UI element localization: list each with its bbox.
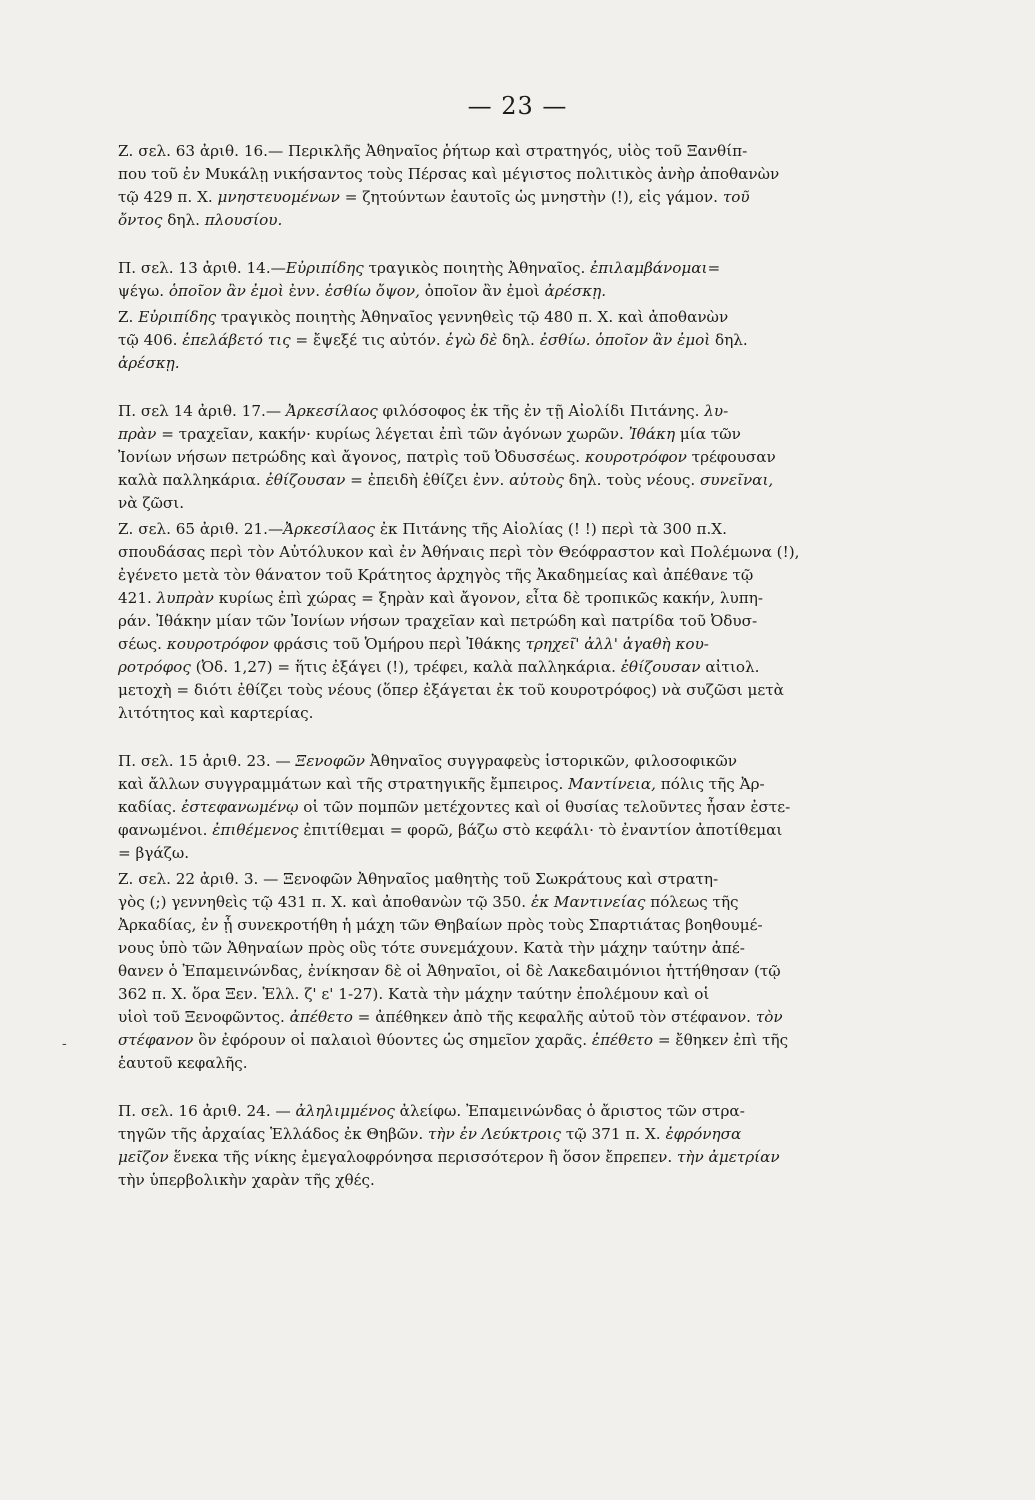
italic-term: ἐστεφανωμένῳ bbox=[181, 798, 299, 816]
entry-z-sel-22 bbox=[118, 868, 923, 1075]
text-run: ράν. Ἰθάκην μίαν τῶν Ἰονίων νήσων τραχεῖαν καὶ πετρώδη καὶ πατρίδα τοῦ Ὀδυσ- bbox=[118, 612, 758, 630]
text-line bbox=[118, 352, 923, 375]
text-line bbox=[118, 1169, 923, 1192]
text-run: (Ὀδ. 1,27) = ἥτις ἐξάγει (!), τρέφει, καλὰ παλληκάρια. bbox=[190, 658, 621, 676]
text-run: λιτότητος καὶ καρτερίας. bbox=[118, 704, 314, 722]
text-run: Ἀρκαδίας, ἐν ᾗ συνεκροτήθη ἡ μάχη τῶν Θηβαίων πρὸς τοὺς Σπαρτιάτας βοηθουμέ- bbox=[118, 916, 763, 934]
text-line bbox=[118, 610, 923, 633]
text-run: καλὰ παλληκάρια. bbox=[118, 471, 266, 489]
text-run: καδίας. bbox=[118, 798, 182, 816]
entry-p-sel-16 bbox=[118, 1100, 923, 1192]
text-line bbox=[118, 564, 923, 587]
text-line bbox=[118, 140, 923, 163]
italic-term: Ἀρκεσίλαος bbox=[285, 402, 378, 420]
text-run: ὃν ἐφόρουν οἱ παλαιοὶ θύοντες ὡς σημεῖον χαρᾶς. bbox=[193, 1031, 592, 1049]
italic-term: ἀρέσκῃ. bbox=[118, 354, 180, 372]
entry-z-euripides bbox=[118, 306, 923, 375]
italic-term: Ἰθάκη bbox=[628, 425, 676, 443]
text-run: αἰτιολ. bbox=[700, 658, 760, 676]
italic-term: Εὐριπίδης bbox=[285, 259, 364, 277]
text-line bbox=[118, 587, 923, 610]
margin-mark: - bbox=[62, 1036, 67, 1052]
text-run: φανωμένοι. bbox=[118, 821, 213, 839]
text-run: 362 π. Χ. ὅρα Ξεν. Ἑλλ. ζ' ε' 1-27). Κατὰ τὴν μάχην ταύτην ἐπολέμουν καὶ οἱ bbox=[118, 985, 710, 1003]
text-run: = ζητούντων ἑαυτοῖς ὡς μνηστὴν (!), εἰς γάμον. bbox=[339, 188, 723, 206]
italic-term: ἐπελάβετό τις bbox=[182, 331, 291, 349]
text-run: νὰ ζῶσι. bbox=[118, 494, 185, 512]
italic-term: στέφανον bbox=[118, 1031, 194, 1049]
entry-z-sel-63 bbox=[118, 140, 923, 232]
text-run: πόλεως τῆς bbox=[645, 893, 739, 911]
text-line bbox=[118, 679, 923, 702]
italic-term: πρὰν bbox=[118, 425, 157, 443]
text-run: που τοῦ ἐν Μυκάλῃ νικήσαντος τοὺς Πέρσας καὶ μέγιστος πολιτικὸς ἀνὴρ ἀποθανὼν bbox=[118, 165, 780, 183]
text-line bbox=[118, 796, 923, 819]
text-run: 421. bbox=[118, 589, 157, 607]
italic-term: συνεῖναι, bbox=[700, 471, 774, 489]
text-line bbox=[118, 842, 923, 865]
text-run: κυρίως ἐπὶ χώρας = ξηρὰν καὶ ἄγονον, εἶτα δὲ τροπικῶς κακήν, λυπη- bbox=[213, 589, 763, 607]
text-run: ψέγω. bbox=[118, 282, 169, 300]
italic-term: μνηστευομένων bbox=[217, 188, 340, 206]
text-run: σέως. bbox=[118, 635, 167, 653]
text-line bbox=[118, 702, 923, 725]
text-line bbox=[118, 891, 923, 914]
text-line bbox=[118, 469, 923, 492]
text-line bbox=[118, 983, 923, 1006]
italic-term: τοῦ bbox=[722, 188, 750, 206]
text-line bbox=[118, 750, 923, 773]
text-line bbox=[118, 186, 923, 209]
text-run: = ἔθηκεν ἐπὶ τῆς bbox=[653, 1031, 789, 1049]
text-line bbox=[118, 400, 923, 423]
italic-term: ἐπιλαμβάνομαι bbox=[590, 259, 708, 277]
text-run: Π. σελ. 16 ἀριθ. 24. — bbox=[118, 1102, 296, 1120]
italic-term: ἀρέσκῃ. bbox=[544, 282, 607, 300]
text-line bbox=[118, 914, 923, 937]
text-run: ἐπιτίθεμαι = φορῶ, βάζω στὸ κεφάλι· τὸ ἐναντίον ἀποτίθεμαι bbox=[298, 821, 783, 839]
text-line bbox=[118, 1100, 923, 1123]
text-line bbox=[118, 1123, 923, 1146]
italic-term: ροτρόφος bbox=[118, 658, 191, 676]
italic-term: πλουσίου. bbox=[204, 211, 283, 229]
text-run: γὸς (;) γεννηθεὶς τῷ 431 π. Χ. καὶ ἀποθανὼν τῷ 350. bbox=[118, 893, 531, 911]
text-run: τῷ 371 π. Χ. bbox=[561, 1125, 666, 1143]
page-number: — 23 — bbox=[467, 92, 568, 120]
text-run: ἐνν. bbox=[283, 282, 325, 300]
italic-term: τὴν ἀμετρίαν bbox=[677, 1148, 780, 1166]
text-run: Ἰονίων νήσων πετρώδης καὶ ἄγονος, πατρὶς τοῦ Ὀδυσσέως. bbox=[118, 448, 585, 466]
text-run: Ἀθηναῖος συγγραφεὺς ἱστορικῶν, φιλοσοφικῶν bbox=[364, 752, 738, 770]
text-run: τηγῶν τῆς ἀρχαίας Ἑλλάδος ἐκ Θηβῶν. bbox=[118, 1125, 429, 1143]
text-run: οἱ τῶν πομπῶν μετέχοντες καὶ οἱ θυσίας τελοῦντες ἦσαν ἐστε- bbox=[298, 798, 791, 816]
italic-term: ἐγὼ δὲ bbox=[445, 331, 498, 349]
text-run: = ἀπέθηκεν ἀπὸ τῆς κεφαλῆς αὐτοῦ τὸν στέφανον. bbox=[352, 1008, 756, 1026]
italic-term: μεῖζον bbox=[118, 1148, 169, 1166]
italic-term: ἀληλιμμένος bbox=[295, 1102, 395, 1120]
text-run: δηλ. τοὺς νέους. bbox=[563, 471, 701, 489]
text-run: μετοχὴ = διότι ἐθίζει τοὺς νέους (ὅπερ ἐξάγεται ἐκ τοῦ κουροτρόφος) νὰ συζῶσι μετὰ bbox=[118, 681, 784, 699]
text-run: νους ὑπὸ τῶν Ἀθηναίων πρὸς οὓς τότε συνεμάχουν. Κατὰ τὴν μάχην ταύτην ἀπέ- bbox=[118, 939, 745, 957]
text-run: = ἔψεξέ τις αὐτόν. bbox=[290, 331, 446, 349]
text-run: τρέφουσαν bbox=[686, 448, 776, 466]
text-run: ἐγένετο μετὰ τὸν θάνατον τοῦ Κράτητος ἀρχηγὸς τῆς Ἀκαδημείας καὶ ἀπέθανε τῷ bbox=[118, 566, 754, 584]
entry-z-sel-65 bbox=[118, 518, 923, 725]
italic-term: Μαντίνεια, bbox=[568, 775, 656, 793]
text-run: πόλις τῆς Ἀρ- bbox=[655, 775, 765, 793]
text-run: μία τῶν bbox=[675, 425, 741, 443]
text-line bbox=[118, 446, 923, 469]
text-line bbox=[118, 1006, 923, 1029]
text-run: Ζ. bbox=[118, 308, 139, 326]
text-run: Π. σελ. 13 ἀριθ. 14.— bbox=[118, 259, 286, 277]
text-run: Π. σελ 14 ἀριθ. 17.— bbox=[118, 402, 286, 420]
text-run: = ἐπειδὴ ἐθίζει ἐνν. bbox=[345, 471, 510, 489]
entry-p-sel-13 bbox=[118, 257, 923, 303]
text-run: φιλόσοφος ἐκ τῆς ἐν τῇ Αἰολίδι Πιτάνης. bbox=[377, 402, 705, 420]
italic-term: ἀπέθετο bbox=[289, 1008, 353, 1026]
text-run: τὴν ὑπερβολικὴν χαρὰν τῆς χθές. bbox=[118, 1171, 375, 1189]
text-run: δηλ. bbox=[710, 331, 748, 349]
text-line bbox=[118, 329, 923, 352]
text-line bbox=[118, 937, 923, 960]
text-run: τῷ 429 π. Χ. bbox=[118, 188, 218, 206]
text-line bbox=[118, 209, 923, 232]
text-line bbox=[118, 492, 923, 515]
text-run: υἱοὶ τοῦ Ξενοφῶντος. bbox=[118, 1008, 290, 1026]
text-line bbox=[118, 633, 923, 656]
italic-term: ἐκ Μαντινείας bbox=[530, 893, 646, 911]
text-run: ἑαυτοῦ κεφαλῆς. bbox=[118, 1054, 248, 1072]
text-line bbox=[118, 257, 923, 280]
text-run: θανεν ὁ Ἐπαμεινώνδας, ἐνίκησαν δὲ οἱ Ἀθηναῖοι, οἱ δὲ Λακεδαιμόνιοι ἡττήθησαν (τῷ bbox=[118, 962, 781, 980]
text-run: ἕνεκα τῆς νίκης ἐμεγαλοφρόνησα περισσότερον ἢ ὅσον ἔπρεπεν. bbox=[168, 1148, 677, 1166]
italic-term: Ξενοφῶν bbox=[295, 752, 365, 770]
italic-term: κουροτρόφον bbox=[584, 448, 687, 466]
italic-term: λυ- bbox=[704, 402, 729, 420]
text-run: Ζ. σελ. 63 ἀριθ. 16.— Περικλῆς Ἀθηναῖος ῥήτωρ καὶ στρατηγός, υἱὸς τοῦ Ξανθίπ- bbox=[118, 142, 748, 160]
text-line bbox=[118, 280, 923, 303]
italic-term: κουροτρόφον bbox=[166, 635, 269, 653]
italic-term: ἐσθίω ὄψον, bbox=[324, 282, 420, 300]
entry-p-sel-14 bbox=[118, 400, 923, 515]
text-run: ἐκ Πιτάνης τῆς Αἰολίας (! !) περὶ τὰ 300 π.Χ. bbox=[375, 520, 727, 538]
italic-term: τὴν ἐν Λεύκτροις bbox=[428, 1125, 562, 1143]
text-line bbox=[118, 773, 923, 796]
italic-term: Εὐριπίδης bbox=[138, 308, 217, 326]
italic-term: ἐθίζουσαν bbox=[265, 471, 346, 489]
text-line bbox=[118, 306, 923, 329]
italic-term: ἐπιθέμενος bbox=[212, 821, 299, 839]
italic-term: τρηχεῖ' ἀλλ' ἀγαθὴ κου- bbox=[525, 635, 709, 653]
text-line bbox=[118, 163, 923, 186]
text-body bbox=[118, 140, 923, 1192]
entry-p-sel-15 bbox=[118, 750, 923, 865]
text-run: σπουδάσας περὶ τὸν Αὐτόλυκον καὶ ἐν Ἀθήναις περὶ τὸν Θεόφραστον καὶ Πολέμωνα (!), bbox=[118, 543, 800, 561]
text-line bbox=[118, 868, 923, 891]
text-run: δηλ. bbox=[497, 331, 540, 349]
text-run: τραγικὸς ποιητὴς Ἀθηναῖος γεννηθεὶς τῷ 480 π. Χ. καὶ ἀποθανὼν bbox=[216, 308, 729, 326]
text-line bbox=[118, 518, 923, 541]
text-run: τῷ 406. bbox=[118, 331, 183, 349]
text-line bbox=[118, 1029, 923, 1052]
italic-term: ἐπέθετο bbox=[591, 1031, 654, 1049]
text-line bbox=[118, 960, 923, 983]
italic-term: ὁποῖον ἂν ἐμοὶ bbox=[168, 282, 284, 300]
italic-term: ἐφρόνησα bbox=[665, 1125, 742, 1143]
text-run: Ζ. σελ. 65 ἀριθ. 21.— bbox=[118, 520, 284, 538]
text-run: ὁποῖον ἂν ἐμοὶ bbox=[419, 282, 545, 300]
text-line bbox=[118, 423, 923, 446]
text-run: = τραχεῖαν, κακήν· κυρίως λέγεται ἐπὶ τῶν ἀγόνων χωρῶν. bbox=[156, 425, 629, 443]
text-run: καὶ ἄλλων συγγραμμάτων καὶ τῆς στρατηγικῆς ἔμπειρος. bbox=[118, 775, 569, 793]
italic-term: Ἀρκεσίλαος bbox=[283, 520, 376, 538]
text-line bbox=[118, 541, 923, 564]
text-run: δηλ. bbox=[162, 211, 205, 229]
text-run: Π. σελ. 15 ἀριθ. 23. — bbox=[118, 752, 296, 770]
italic-term: τὸν bbox=[755, 1008, 783, 1026]
text-line bbox=[118, 1146, 923, 1169]
italic-term: αὐτοὺς bbox=[509, 471, 564, 489]
text-run: = bbox=[707, 259, 721, 277]
text-run: τραγικὸς ποιητὴς Ἀθηναῖος. bbox=[363, 259, 591, 277]
italic-term: ἐθίζουσαν bbox=[620, 658, 701, 676]
text-run: Ζ. σελ. 22 ἀριθ. 3. — Ξενοφῶν Ἀθηναῖος μαθητὴς τοῦ Σωκράτους καὶ στρατη- bbox=[118, 870, 719, 888]
text-line bbox=[118, 1052, 923, 1075]
text-run: φράσις τοῦ Ὁμήρου περὶ Ἰθάκης bbox=[268, 635, 526, 653]
italic-term: ἐσθίω. ὁποῖον ἂν ἐμοὶ bbox=[539, 331, 711, 349]
text-run: = βγάζω. bbox=[118, 844, 190, 862]
text-line bbox=[118, 656, 923, 679]
text-line bbox=[118, 819, 923, 842]
italic-term: ὄντος bbox=[118, 211, 163, 229]
text-run: ἀλείφω. Ἐπαμεινώνδας ὁ ἄριστος τῶν στρα- bbox=[394, 1102, 745, 1120]
italic-term: λυπρὰν bbox=[156, 589, 214, 607]
